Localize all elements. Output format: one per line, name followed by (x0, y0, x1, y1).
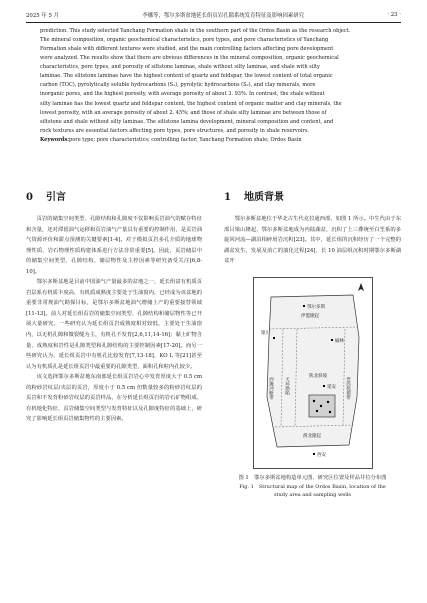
section-title: 引言 (46, 192, 66, 203)
unit-label: 西缘冲断带 (268, 376, 273, 400)
city-marker (323, 385, 325, 387)
figure-1-caption-cn: 图 1 鄂尔多斯盆地构造单元图、研究区位置及样品井位分布图 (238, 474, 387, 481)
section-title: 地质背景 (244, 192, 284, 203)
city-label: 鄂尔多斯 (306, 304, 325, 310)
abstract-line: carbon (TOC), pyrolytically soluble hydrocarbons (S₁), pyrolytic hydrocarbons (S₂), and clay minerals, more (40, 82, 316, 89)
abstract-line: prediction. This study selected Yanchang Formation shale in the southern part of the Ordos Basin as the research object. (40, 28, 351, 34)
abstract-line: The mineral composition, organic geochemical characteristics, pore types, and pore characteristics of Yanchang (40, 37, 329, 44)
well-marker (328, 411, 330, 413)
abstract-line: rock textures are essential factors affecting pore types, pore structures, and porosity in shale reservoirs. (40, 127, 310, 134)
section-heading-intro (26, 188, 202, 208)
abstract-line: siltstone and shale without silty laminae. The siltstone lamina development, mineral composition and content, and (40, 118, 334, 125)
city-marker (303, 305, 305, 307)
abstract-line: inorganic pores, and the highest porosity, with average porosity of about 3. 93%. In contrast, the shale without (40, 91, 325, 98)
well-marker (312, 400, 314, 402)
abstract-line: characteristics, pore types, and porosity of siltstone laminae, shale without silty laminae, and shale with silty (40, 64, 320, 71)
keywords-text: pore type; pore characteristics; controlling factor; Yanchang Formation shale; Ordos Basin (69, 136, 302, 143)
unit-label: 伊盟隆起 (300, 313, 319, 319)
city-label: 西安 (316, 452, 326, 458)
left-column (26, 188, 202, 425)
section-number: 1 (224, 192, 231, 203)
english-abstract (40, 27, 387, 145)
well-marker (319, 405, 321, 407)
geology-paragraph-1: 鄂尔多斯盆地位于华北古生代克拉通西部，如图 1 所示。中生代由于东部吕梁山隆起，鄂尔多斯盆地成为内陆湖盆，沉积了上三叠统至白垩系的多旋回河流—湖泊相碎屑岩沉积[23]。其中，延长组的沉积经历了一个完整的湖盆发生、发展及消亡的演化过程[24]，长 10 油层组沉积时期鄂尔多斯湖盆开 (224, 216, 401, 265)
section-number: 0 (26, 192, 33, 203)
city-marker (313, 453, 315, 455)
figure-1-caption-en-line-1: Fig. 1 Structural map of the Ordos Basin, location of the (239, 483, 386, 490)
header-date: 2025 年 5 月 (26, 12, 60, 19)
right-column (224, 188, 401, 499)
abstract-line: laminae. The siltstone laminae have the highest content of quartz and feldspar, the lowest content of total organic (40, 73, 333, 80)
keywords-label: Keywords: (40, 136, 70, 143)
header-divider (26, 22, 401, 23)
unit-label: 渭北隆起 (302, 433, 321, 439)
abstract-line: Formation shale with different textures were studied, and the main controlling factors affecting pore development (40, 46, 334, 53)
unit-label: 陕北斜坡 (308, 373, 327, 379)
header-page-number: · 23 · (387, 11, 401, 18)
abstract-line: silty laminae has the lowest quartz and feldspar content, the highest content of organic matter and clay minerals, the (40, 100, 342, 107)
city-label: 银川 (260, 330, 270, 336)
intro-paragraph-2: 鄂尔多斯盆地是目前中国油气产量最多的盆地之一，延长组富有机质页岩层系有机质丰度高，有机质成熟度主要处于生油窗内，已经成为该盆地的重要非常规油气勘探目标，是鄂尔多斯盆地油气增储上产的重要接替领域[11-13]。前人对延长组页岩的储集空间类型、孔隙结构和储层物性等已开展大量研究。一些研究认为延长组页岩成熟度相对较低，主要处于生油窗内，以无机孔隙和微裂缝为主，有机孔不发育[2,6,11,14-16]；黏土矿物含量、成熟度和岩性是孔隙类型和孔隙结构的主要控制因素[17-20]。而另一些研究认为，延长组页岩中有机孔比较发育[7,13-18]，KO L 等[21]甚至认为有机质孔是延长组页岩中最重要的孔隙类型，面积孔和粒内孔较少。 (26, 279, 202, 370)
unit-label: 天环坳陷 (284, 376, 289, 395)
well-marker (315, 410, 317, 412)
section-heading-geology (224, 188, 401, 208)
city-label: 延安 (326, 384, 336, 390)
city-marker (331, 339, 333, 341)
figure-1-map (253, 277, 373, 469)
city-marker (273, 337, 275, 339)
keywords-line (40, 136, 387, 145)
city-label: 榆林 (334, 338, 344, 344)
well-marker (326, 401, 328, 403)
intro-paragraph-1: 页岩的储集空间类型、孔隙结构和孔隙度不仅影响页岩油气的赋存特征和含量，还对滞留油气运移和页岩油气产量具有重要的控制作用，是页岩油气资源评价和甜点预测的关键要素[1-4]。对于模拟页岩多孔介质的地球物理性质、岩石物理性质构建体系进行方法非常重要[5]。因此，页岩储层中的储集空间类型、孔隙结构、储层物性及主控因素等研究备受关注[6,8-10]。 (26, 216, 202, 275)
header-running-title: 李娜等，鄂尔多斯盆地延长组页岩孔隙系统发育特征及影响因素研究 (142, 12, 305, 19)
abstract-line: were analyzed. The results show that there are obvious differences in the mineral composition, organic geochemical (40, 55, 339, 62)
unit-label: 晋西挠褶带 (345, 376, 350, 400)
figure-1-caption-en-line-2: study area and sampling wells (273, 491, 351, 498)
intro-paragraph-3: 该文选择鄂尔多斯盆地东南部延长组页岩岩心中发育厚度大于 0.5 cm 的粉砂岩纹层/夹层的页岩，厚度小于 0.5 cm 但数量较多的粉砂岩纹层的页岩和不发育粉砂岩纹层的页岩样品，在分析延长组页岩的岩石矿物组成、有机地化特征、页岩储集空间类型与发育特征以及孔隙度特征的基础上，研究了影响延长组页岩储集物性的主要因素。 (26, 374, 202, 423)
abstract-line: lowest porosity, with an average porosity of about 2. 45%; and those of shale silty laminae are between those of (40, 109, 327, 116)
basin-structure-map (253, 277, 373, 469)
